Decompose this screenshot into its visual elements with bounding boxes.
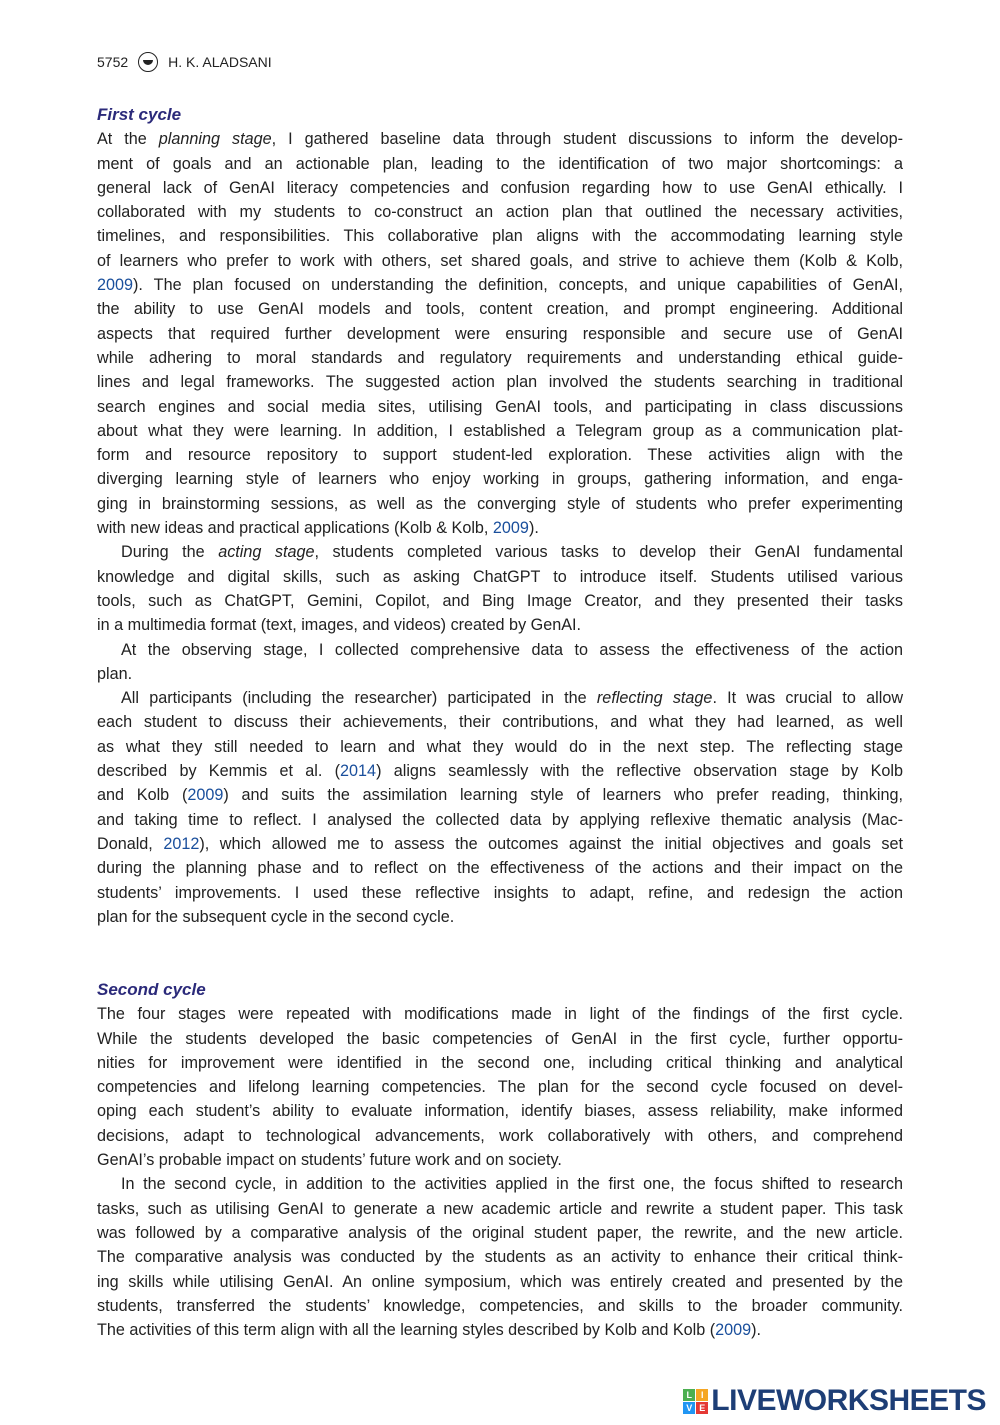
text-run: , I gathered baseline data through student discussions to inform the develop- [271, 130, 904, 149]
text-run: was followed by a comparative analysis of the original student paper, the rewrite, and the new article. [97, 1223, 903, 1242]
text-line [97, 783, 903, 807]
text-line [97, 127, 903, 151]
text-run: lines and legal frameworks. The suggested action plan involved the students searching in traditional [97, 373, 903, 392]
text-line [97, 759, 903, 783]
text-line [97, 686, 903, 710]
text-run: GenAI’s probable impact on students’ future work and on society. [97, 1151, 562, 1170]
text-run: diverging learning style of learners who enjoy working in groups, gathering information, and enga- [97, 470, 903, 489]
text-run: plan. [97, 664, 133, 683]
text-run: each student to discuss their achievements, their contributions, and what they had learned, as well [97, 713, 903, 732]
paragraph [97, 1002, 903, 1172]
text-run: ). The plan focused on understanding the definition, concepts, and unique capabilities of GenAI, [133, 276, 903, 295]
citation-link[interactable]: 2009 [715, 1321, 752, 1340]
text-line [97, 395, 903, 419]
text-line [97, 1124, 903, 1148]
text-line [97, 1245, 903, 1269]
text-line [97, 1270, 903, 1294]
text-line [97, 467, 903, 491]
section-heading: First cycle [97, 105, 182, 124]
section-first-cycle [97, 103, 903, 929]
logo-tiles [683, 1389, 708, 1414]
text-run: ging in brainstorming sessions, as well as the converging style of students who prefer experimenting [97, 494, 903, 513]
text-line [97, 735, 903, 759]
text-run: plan for the subsequent cycle in the second cycle. [97, 907, 455, 926]
text-line [97, 1221, 903, 1245]
citation-link[interactable]: 2009 [187, 786, 224, 805]
text-line [97, 808, 903, 832]
text-run: During the [121, 543, 219, 562]
italic-term: acting stage [218, 543, 315, 562]
paragraph [97, 638, 903, 687]
text-run: oping each student’s ability to evaluate information, identify biases, assess reliability, make informed [97, 1102, 903, 1121]
text-run: nities for improvement were identified in the second one, including critical thinking and analytical [97, 1053, 903, 1072]
text-run: The four stages were repeated with modifications made in light of the findings of the first cycle. [97, 1005, 903, 1024]
text-line [97, 224, 903, 248]
text-line [97, 613, 903, 637]
text-run: At the observing stage, I collected comprehensive data to assess the effectiveness of the action [121, 640, 903, 659]
text-line [97, 297, 903, 321]
paragraph [97, 540, 903, 637]
text-run: ment of goals and an actionable plan, leading to the identification of two major shortcomings: a [97, 154, 903, 173]
section-heading: Second cycle [97, 980, 206, 999]
text-run: The activities of this term align with all the learning styles described by Kolb and Kolb ( [97, 1321, 716, 1340]
text-run: ), which allowed me to assess the outcomes against the initial objectives and goals set [199, 834, 903, 853]
text-run: about what they were learning. In addition, I established a Telegram group as a communication plat- [97, 421, 903, 440]
text-run: tools, such as ChatGPT, Gemini, Copilot, and Bing Image Creator, and they presented their tasks [97, 591, 903, 610]
italic-term: reflecting stage [596, 689, 713, 708]
text-run: ). [528, 519, 539, 538]
text-run: ing skills while utilising GenAI. An online symposium, which was entirely created and presented by the [97, 1272, 903, 1291]
text-run: and taking time to reflect. I analysed the collected data by applying reflexive thematic analysis (Mac- [97, 810, 903, 829]
paragraph [97, 1172, 903, 1342]
text-run: At the [97, 130, 159, 149]
text-run: knowledge and digital skills, such as asking ChatGPT to introduce itself. Students utilised various [97, 567, 903, 586]
text-line [97, 1294, 903, 1318]
text-line [97, 200, 903, 224]
text-run: the ability to use GenAI models and tools, content creation, and prompt engineering. Additional [97, 300, 903, 319]
citation-link[interactable]: 2009 [97, 276, 134, 295]
paragraph [97, 127, 903, 540]
text-line [97, 176, 903, 200]
text-run: and Kolb ( [97, 786, 188, 805]
text-line [97, 905, 903, 929]
text-run: general lack of GenAI literacy competencies and confusion regarding how to use GenAI ethically. I [97, 178, 903, 197]
text-run: with new ideas and practical applications (Kolb & Kolb, [97, 519, 493, 538]
text-line [97, 273, 903, 297]
text-run: during the planning phase and to reflect on the effectiveness of the actions and their impact on the [97, 859, 903, 878]
text-line [97, 516, 903, 540]
logo-tile: E [696, 1402, 708, 1414]
running-header [97, 52, 272, 72]
text-run: collaborated with my students to co-construct an action plan that outlined the necessary activities, [97, 203, 903, 222]
text-line [97, 419, 903, 443]
text-line [97, 1318, 903, 1342]
text-line [97, 1099, 903, 1123]
liveworksheets-logo [683, 1384, 986, 1418]
text-run: search engines and social media sites, utilising GenAI tools, and participating in class discussions [97, 397, 903, 416]
text-line [97, 540, 903, 564]
text-run: described by Kemmis et al. ( [97, 762, 341, 781]
text-run: The comparative analysis was conducted by the students as an activity to enhance their critical think- [97, 1248, 903, 1267]
text-line [97, 565, 903, 589]
text-line [97, 1051, 903, 1075]
text-line [97, 370, 903, 394]
text-run: of learners who prefer to work with others, set shared goals, and strive to achieve them (Kolb & Kolb, [97, 251, 903, 270]
text-line [97, 1197, 903, 1221]
author-name: H. K. ALADSANI [168, 54, 272, 70]
text-line [97, 710, 903, 734]
paragraph [97, 686, 903, 929]
text-run: . It was crucial to allow [712, 689, 904, 708]
citation-link[interactable]: 2014 [340, 762, 377, 781]
text-run: timelines, and responsibilities. This collaborative plan aligns with the accommodating learning style [97, 227, 903, 246]
text-line [97, 856, 903, 880]
text-line [97, 662, 903, 686]
text-run: , students completed various tasks to develop their GenAI fundamental [314, 543, 903, 562]
text-line [97, 832, 903, 856]
section-body [97, 127, 903, 929]
italic-term: planning stage [158, 130, 272, 149]
citation-link[interactable]: 2012 [163, 834, 200, 853]
text-run: competencies and lifelong learning competencies. The plan for the second cycle focused on devel- [97, 1078, 903, 1097]
text-line [97, 1002, 903, 1026]
text-run: ) and suits the assimilation learning style of learners who prefer reading, thinking, [223, 786, 903, 805]
text-line [97, 1172, 903, 1196]
text-run: as what they still needed to learn and what they would do in the next step. The reflecting stage [97, 737, 903, 756]
text-line [97, 638, 903, 662]
text-run: tasks, such as utilising GenAI to generate a new academic article and rewrite a student paper. This task [97, 1199, 903, 1218]
text-run: students, transferred the students’ knowledge, competencies, and skills to the broader community. [97, 1296, 903, 1315]
text-line [97, 346, 903, 370]
text-line [97, 492, 903, 516]
section-second-cycle [97, 978, 903, 1342]
text-line [97, 443, 903, 467]
text-line [97, 1148, 903, 1172]
text-run: form and resource repository to support student-led exploration. These activities align with the [97, 446, 903, 465]
text-line [97, 152, 903, 176]
text-line [97, 1027, 903, 1051]
text-line [97, 589, 903, 613]
text-line [97, 322, 903, 346]
text-line [97, 881, 903, 905]
logo-tile: L [683, 1389, 695, 1401]
text-run: students’ improvements. I used these reflective insights to adapt, refine, and redesign the action [97, 883, 903, 902]
text-run: in a multimedia format (text, images, and videos) created by GenAI. [97, 616, 582, 635]
text-run: aspects that required further development were ensuring responsible and secure use of GenAI [97, 324, 903, 343]
text-line [97, 249, 903, 273]
logo-tile: V [683, 1402, 695, 1414]
text-run: All participants (including the researcher) participated in the [121, 689, 597, 708]
text-run: while adhering to moral standards and regulatory requirements and understanding ethical guide- [97, 348, 903, 367]
text-run: Donald, [97, 834, 164, 853]
section-body [97, 1002, 903, 1342]
logo-text: LIVEWORKSHEETS [711, 1384, 986, 1417]
text-run: decisions, adapt to technological advancements, work collaboratively with others, and comprehend [97, 1126, 903, 1145]
publisher-lamp-icon [138, 52, 158, 72]
page-number: 5752 [97, 54, 129, 70]
text-run: While the students developed the basic competencies of GenAI in the first cycle, further opportu- [97, 1029, 903, 1048]
text-line [97, 1075, 903, 1099]
text-run: ). [751, 1321, 762, 1340]
logo-tile: I [696, 1389, 708, 1401]
citation-link[interactable]: 2009 [492, 519, 529, 538]
text-run: In the second cycle, in addition to the activities applied in the first one, the focus shifted to research [121, 1175, 903, 1194]
text-run: ) aligns seamlessly with the reflective observation stage by Kolb [376, 762, 904, 781]
